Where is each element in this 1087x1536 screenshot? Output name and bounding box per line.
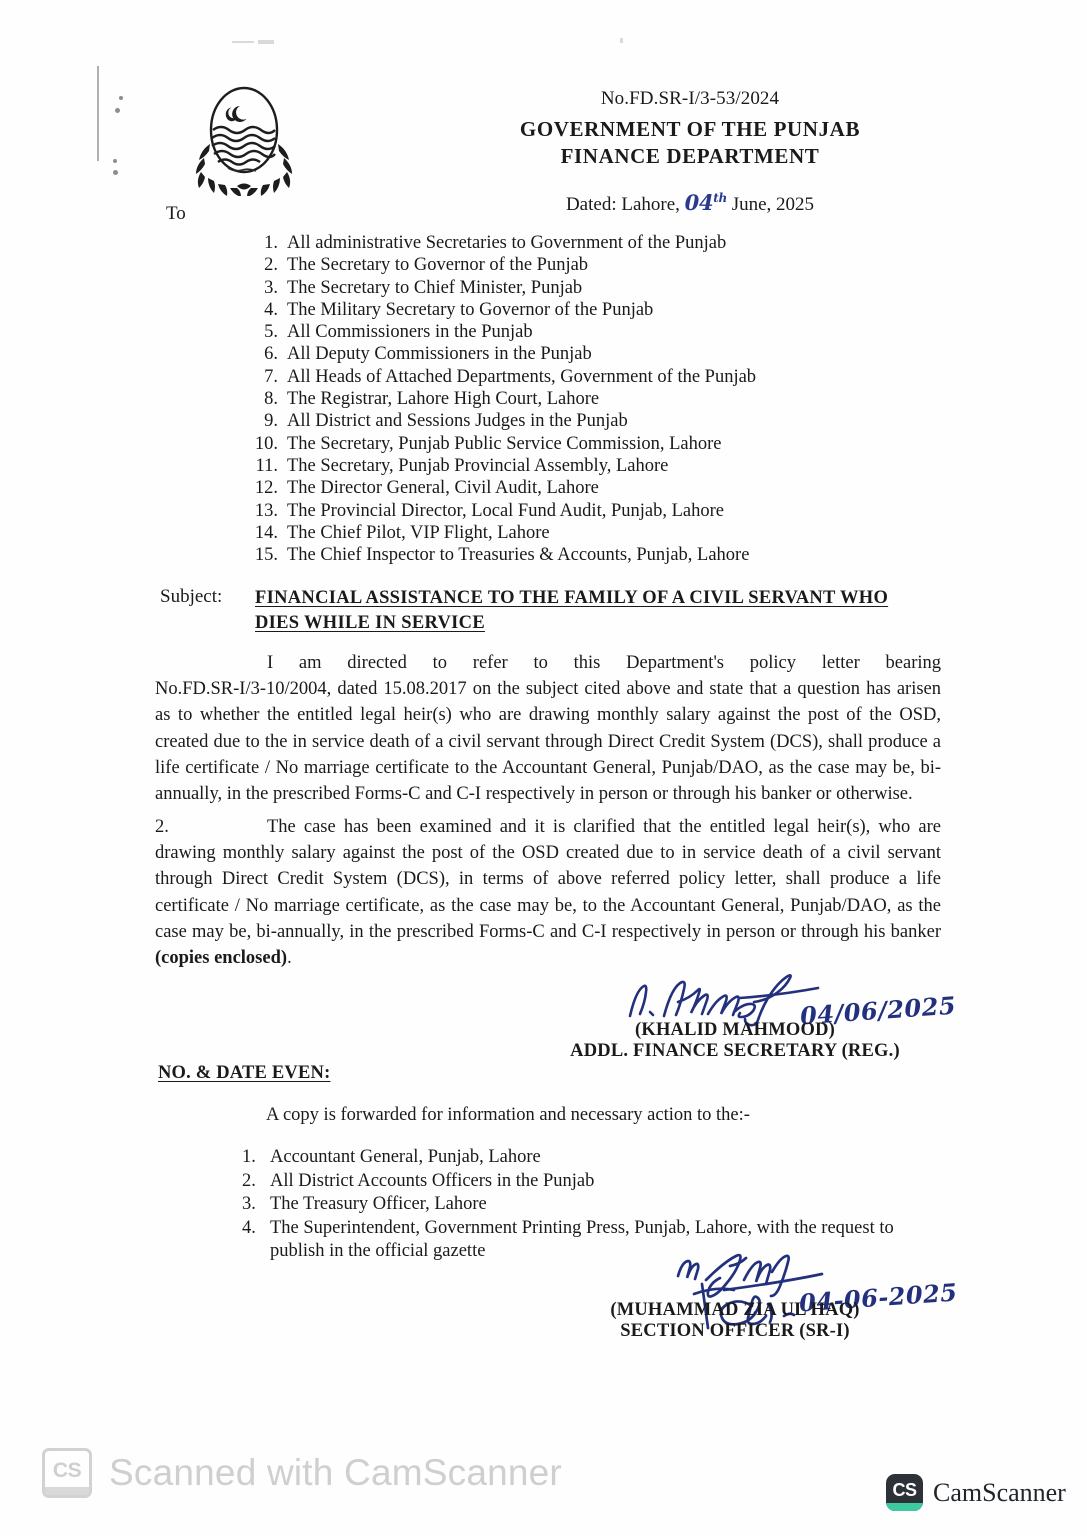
camscanner-badge-bar-green: [886, 1503, 923, 1511]
margin-rule-artifact: [97, 66, 99, 161]
camscanner-logo-icon-dark: [886, 1474, 923, 1511]
recipient-row: [248, 477, 948, 499]
camscanner-badge-label-dark: CS: [892, 1479, 917, 1500]
handwritten-date-secondary: 04-06-2025: [798, 1277, 959, 1318]
camscanner-badge-label: CS: [52, 1458, 82, 1482]
ink-speck: [119, 96, 123, 100]
paragraph-2-number: 2.: [155, 817, 169, 837]
signatory-title-primary: ADDL. FINANCE SECRETARY (REG.): [570, 1041, 900, 1061]
subject-line-2: DIES WHILE IN SERVICE: [255, 613, 485, 633]
recipient-row: [248, 366, 948, 388]
recipient-number: 9.: [264, 411, 278, 432]
recipient-number: 14.: [254, 522, 278, 543]
camscanner-watermark-left: [42, 1448, 562, 1498]
ink-speck: [115, 108, 120, 113]
recipient-number: 5.: [264, 322, 278, 343]
recipient-number: 2.: [264, 255, 278, 276]
document-header: [430, 88, 950, 216]
dated-suffix: June, 2025: [731, 193, 815, 215]
scan-artifact-top-left-2: [258, 40, 274, 44]
recipient-number: 6.: [264, 344, 278, 365]
endorsement-lead: A copy is forwarded for information and necessary action to the:-: [266, 1105, 750, 1125]
handwritten-day: 04th: [684, 189, 727, 215]
recipient-row: [248, 433, 948, 455]
subject-label: Subject:: [160, 586, 223, 607]
recipient-row: [248, 500, 948, 522]
camscanner-brand-text: CamScanner: [933, 1477, 1066, 1507]
copy-list-text: The Treasury Officer, Lahore: [270, 1194, 487, 1214]
copy-list-row: [242, 1146, 942, 1170]
paragraph-1: [155, 650, 941, 807]
ink-speck: [113, 159, 117, 163]
copy-list-number: 2.: [242, 1170, 256, 1191]
recipient-row: [248, 232, 948, 254]
recipient-text: All Commissioners in the Punjab: [287, 322, 533, 343]
recipient-number: 10.: [254, 433, 278, 454]
camscanner-badge-bar: [45, 1487, 89, 1495]
signature-block-secondary: [520, 1300, 950, 1342]
recipient-row: [248, 299, 948, 321]
copy-list-text: The Superintendent, Government Printing Press, Punjab, Lahore, with the request to: [270, 1217, 894, 1238]
recipient-row: [248, 455, 948, 477]
recipient-text: The Secretary to Governor of the Punjab: [287, 255, 589, 276]
camscanner-watermark-right: [886, 1474, 1066, 1511]
paragraph-2-lead: The case has been examined and it is clarified that the entitled legal heir(s), who are: [267, 817, 941, 837]
recipient-text: The Chief Inspector to Treasuries & Accounts, Punjab, Lahore: [287, 545, 750, 566]
paragraph-2-enclosure: (copies enclosed): [155, 948, 288, 969]
recipient-text: All Heads of Attached Departments, Government of the Punjab: [287, 366, 757, 387]
copy-list-number: 1.: [242, 1147, 256, 1167]
recipient-number: 1.: [264, 233, 278, 253]
recipient-text: All District and Sessions Judges in the Punjab: [287, 411, 628, 432]
copy-list-number: 3.: [242, 1194, 256, 1214]
recipient-number: 12.: [254, 478, 278, 499]
signatory-title-secondary: SECTION OFFICER (SR-I): [620, 1321, 850, 1341]
recipient-row: [248, 544, 948, 566]
recipient-text: The Registrar, Lahore High Court, Lahore: [287, 389, 600, 410]
recipient-text: The Military Secretary to Governor of the Punjab: [287, 299, 654, 320]
paragraph-1-lead: I am directed to refer to this Department's policy letter bearing: [267, 653, 941, 673]
signature-block-primary: [520, 1020, 950, 1062]
recipient-text: The Secretary, Punjab Provincial Assembly, Lahore: [287, 455, 669, 476]
copy-list-text: Accountant General, Punjab, Lahore: [270, 1147, 541, 1167]
document-number: No.FD.SR-I/3-53/2024: [600, 88, 780, 109]
recipient-text: All administrative Secretaries to Government of the Punjab: [287, 233, 727, 253]
paragraph-2-end: .: [287, 948, 292, 969]
endorsement-heading: NO. & DATE EVEN:: [158, 1063, 331, 1083]
recipient-number: 8.: [264, 389, 278, 410]
camscanner-logo-icon: [42, 1448, 92, 1498]
recipient-text: The Director General, Civil Audit, Lahore: [287, 478, 599, 499]
copy-list-number: 4.: [242, 1217, 256, 1238]
recipient-list: [248, 232, 948, 566]
subject-text: [255, 586, 888, 636]
recipient-row: [248, 410, 948, 432]
paragraph-2: [155, 814, 941, 971]
subject-block: [160, 586, 950, 636]
recipient-row: [248, 388, 948, 410]
recipient-number: 7.: [264, 366, 278, 387]
recipient-row: [248, 277, 948, 299]
paragraph-1-rest: No.FD.SR-I/3-10/2004, dated 15.08.2017 on the subject cited above and state that a question has arisen as to whether the entitled legal heir(s) who are drawing monthly salary against the post of the OSD, created due to the in service death of a civil servant through Direct Credit System (DCS), shall produce a life certificate / No marriage certificate to the Accountant General, Punjab/DAO, as the case may be, bi-annually, in the prescribed Forms-C and C-I respectively in person or through his banker or otherwise.: [155, 679, 941, 805]
camscanner-watermark-text: Scanned with CamScanner: [109, 1452, 562, 1493]
signatory-name-secondary: (MUHAMMAD ZIA UL HAQ): [610, 1300, 860, 1320]
dated-prefix: Dated: Lahore,: [565, 193, 680, 215]
copy-distribution-list: [242, 1146, 942, 1264]
recipient-number: 4.: [264, 299, 278, 320]
recipient-number: 11.: [255, 455, 278, 476]
recipient-text: All Deputy Commissioners in the Punjab: [287, 344, 592, 365]
government-title-line-2: FINANCE DEPARTMENT: [560, 143, 820, 168]
recipient-row: [248, 254, 948, 276]
signatory-name-primary: (KHALID MAHMOOD): [635, 1020, 835, 1040]
recipient-text: The Secretary to Chief Minister, Punjab: [287, 277, 583, 298]
dated-line: [430, 190, 950, 216]
copy-list-row: [242, 1217, 942, 1241]
copy-list-row: [242, 1193, 942, 1217]
copy-list-row: [242, 1170, 942, 1194]
scan-artifact-top-left: [232, 41, 254, 43]
government-title-line-1: GOVERNMENT OF THE PUNJAB: [519, 117, 861, 141]
copy-list-text: All District Accounts Officers in the Punjab: [270, 1170, 595, 1191]
recipient-number: 15.: [254, 545, 278, 566]
recipient-row: [248, 343, 948, 365]
recipient-text: The Secretary, Punjab Public Service Commission, Lahore: [287, 433, 722, 454]
subject-line-1: FINANCIAL ASSISTANCE TO THE FAMILY OF A CIVIL SERVANT WHO: [255, 588, 889, 608]
punjab-government-emblem: [188, 78, 300, 196]
paragraph-2-rest: drawing monthly salary against the post of the OSD created due to in service death of a civil servant through Direct Credit System (DCS), in terms of above referred policy letter, shall produce a life certificate / No marriage certificate, as the case may be, to the Accountant General, Punjab/DAO, as the case may be, bi-annually, in the prescribed Forms-C and C-I respectively in person or through his banker: [155, 843, 941, 942]
recipient-text: The Chief Pilot, VIP Flight, Lahore: [287, 522, 550, 543]
recipient-row: [248, 522, 948, 544]
recipient-number: 3.: [264, 277, 278, 298]
recipient-number: 13.: [254, 500, 278, 521]
copy-list-continuation: publish in the official gazette: [270, 1241, 486, 1261]
recipient-row: [248, 321, 948, 343]
ink-speck: [113, 170, 118, 175]
handwritten-date-primary: 04/06/2025: [799, 990, 957, 1031]
scan-artifact-top-right: [620, 38, 623, 43]
to-label: To: [166, 203, 186, 224]
recipient-text: The Provincial Director, Local Fund Audit, Punjab, Lahore: [287, 500, 724, 521]
